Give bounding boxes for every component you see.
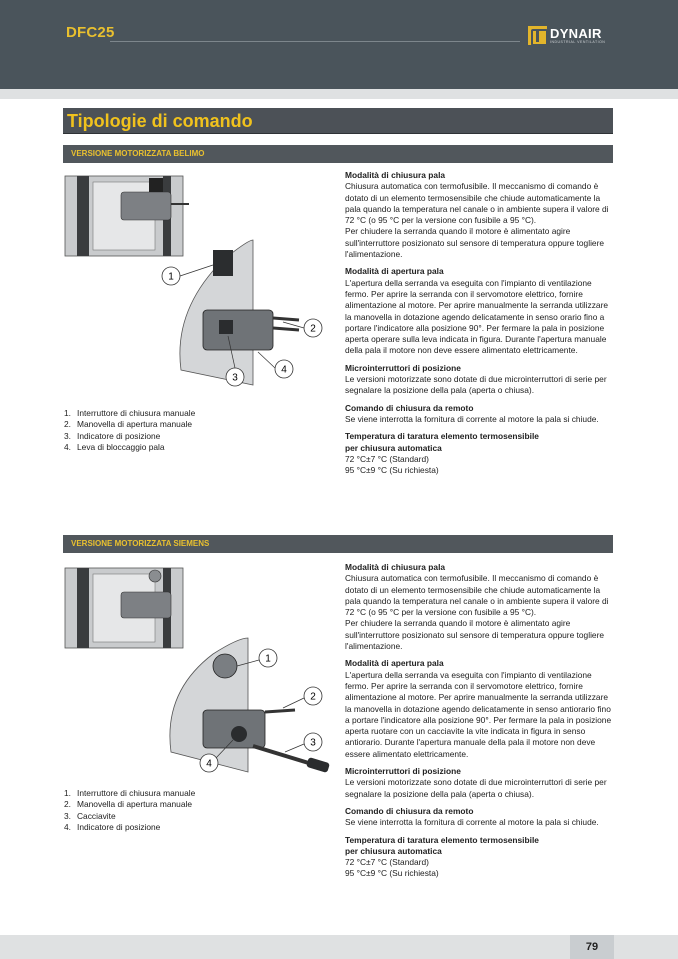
callout-1-label: 1 — [265, 653, 271, 665]
legend-text: Manovella di apertura manuale — [77, 799, 192, 810]
legend-number: 4. — [64, 441, 71, 452]
legend-text: Leva di bloccaggio pala — [77, 441, 165, 452]
legend-text: Indicatore di posizione — [77, 430, 161, 441]
callout-1-label: 1 — [168, 271, 174, 283]
legend-item — [64, 788, 195, 799]
block-text: Le versioni motorizzate sono dotate di due microinterruttori di serie per segnalare la posizione della pala (aperta o chiusa). — [345, 374, 607, 396]
block-text: 72 °C±7 °C (Standard) 95 °C±9 °C (Su richiesta) — [345, 857, 439, 879]
legend-text: Interruttore di chiusura manuale — [77, 788, 196, 798]
siemens-description — [345, 562, 613, 886]
block-text: Le versioni motorizzate sono dotate di due microinterruttori di serie per segnalare la posizione della pala (aperta o chiusa). — [345, 777, 607, 799]
legend-item — [64, 811, 195, 822]
legend-item — [64, 408, 195, 419]
legend-text: Indicatore di posizione — [77, 821, 161, 832]
siemens-legend — [64, 788, 195, 833]
legend-number: 3. — [64, 430, 71, 441]
legend-number: 3. — [64, 810, 71, 821]
text-block — [345, 835, 613, 880]
legend-item — [64, 419, 195, 430]
text-block — [345, 562, 613, 652]
callout-4-label: 4 — [281, 364, 287, 376]
text-block — [345, 266, 613, 356]
callout-2-line — [283, 698, 304, 708]
callout-2-label: 2 — [310, 691, 316, 703]
belimo-damper-illustration — [63, 170, 333, 405]
thermal-sensor-small — [149, 178, 163, 192]
manual-crank-2 — [273, 328, 299, 330]
block-heading: Modalità di chiusura pala — [345, 562, 446, 572]
brand-name: DYNAIR — [550, 26, 602, 41]
block-heading: Microinterruttori di posizione — [345, 362, 461, 373]
actuator-small — [121, 592, 171, 618]
legend-text: Manovella di apertura manuale — [77, 419, 192, 430]
position-indicator — [231, 726, 247, 742]
block-heading: Temperatura di taratura elemento termosensibile per chiusura automatica — [345, 431, 539, 453]
page-header — [0, 0, 678, 89]
text-block — [345, 658, 613, 760]
callout-3-line — [285, 744, 304, 752]
manual-crank — [265, 710, 295, 712]
text-block — [345, 363, 613, 397]
legend-text: Cacciavite — [77, 810, 116, 821]
section-belimo-bar — [63, 145, 613, 163]
legend-item — [64, 799, 195, 810]
brand-logo — [528, 26, 620, 46]
legend-item — [64, 822, 195, 833]
section-belimo-title: VERSIONE MOTORIZZATA BELIMO — [71, 149, 205, 158]
legend-number: 4. — [64, 821, 71, 832]
header-rule — [110, 41, 520, 42]
page-number: 79 — [585, 941, 599, 953]
section-siemens-bar — [63, 535, 613, 553]
text-block — [345, 170, 613, 260]
screwdriver-handle — [306, 757, 330, 773]
block-text: L'apertura della serranda va eseguita con l'impianto di ventilazione fermo. Per aprire la serranda con il servomotore elettrico, fornire alimentazione al motore. Per aprire manualmente la serranda utilizzare la manovella in dotazione agendo delicatamente in senso orario fino a portare l'indicatore alla posizione 90°. Per fermare la pala in posizione aperta operare sulla leva indicata in figura. Durante l'apertura manuale della pala il motore non deve essere alimentato elettricamente. — [345, 277, 609, 356]
text-block — [345, 766, 613, 800]
block-heading: Modalità di chiusura pala — [345, 170, 446, 180]
legend-item — [64, 431, 195, 442]
block-heading: Modalità di apertura pala — [345, 658, 444, 669]
text-block — [345, 403, 613, 426]
block-heading: Comando di chiusura da remoto — [345, 402, 474, 413]
block-heading: Modalità di apertura pala — [345, 266, 444, 277]
siemens-damper-illustration — [63, 562, 333, 782]
legend-number: 2. — [64, 799, 71, 810]
legend-number: 1. — [64, 408, 71, 418]
damper-flange-left — [77, 176, 89, 256]
callout-4-line — [258, 352, 275, 368]
block-heading: Comando di chiusura da remoto — [345, 805, 474, 816]
belimo-description — [345, 170, 613, 482]
block-text: 72 °C±7 °C (Standard) 95 °C±9 °C (Su richiesta) — [345, 453, 439, 476]
callout-2-line — [283, 322, 304, 328]
block-text: Chiusura automatica con termofusibile. Il meccanismo di comando è dotato di un elemento termosensibile che chiude automaticamente la pala quando la temperatura nel canale o in ambiente supera il valore di 72 °C (o 95 °C per la versione con fusibile a 95 °C). Per chiudere la serranda quando il motore è alimentato agire sull'interruttore posizionato sul sensore di temperatura oppure togliere l'alimentazione. — [345, 181, 609, 260]
callout-3-label: 3 — [310, 737, 316, 749]
logo-mark-icon — [528, 26, 547, 45]
damper-flange-left — [77, 568, 89, 648]
legend-text: Interruttore di chiusura manuale — [77, 408, 196, 418]
actuator-small — [121, 192, 171, 220]
callout-2-label: 2 — [310, 323, 316, 335]
block-text: L'apertura della serranda va eseguita con l'impianto di ventilazione fermo. Per aprire la serranda con il servomotore elettrico, fornire alimentazione al motore. Per aprire manualmente la serranda utilizzare la manovella in dotazione agendo delicatamente in senso antiorario fino a portare l'indicatore alla posizione 90°. Per fermare la pala in posizione aperta ruotare con un cacciavite la vite indicata in figura in senso antiorario. Durante l'apertura manuale della pala il motore non deve essere alimentato elettricamente. — [345, 669, 612, 759]
block-text: Se viene interrotta la fornitura di corrente al motore la pala si chiude. — [345, 817, 599, 828]
page-title-bar — [63, 108, 613, 134]
product-code: DFC25 — [66, 24, 115, 41]
thermal-sensor — [213, 654, 237, 678]
belimo-legend — [64, 408, 195, 453]
callout-3-label: 3 — [232, 372, 238, 384]
block-text: Se viene interrotta la fornitura di corrente al motore la pala si chiude. — [345, 413, 599, 424]
legend-number: 2. — [64, 419, 71, 430]
page-title: Tipologie di comando — [67, 111, 253, 131]
actuator-motor — [203, 310, 273, 350]
section-siemens-title: VERSIONE MOTORIZZATA SIEMENS — [71, 539, 210, 548]
detail-pipe — [170, 638, 248, 772]
block-text: Chiusura automatica con termofusibile. Il meccanismo di comando è dotato di un elemento termosensibile che chiude automaticamente la pala quando la temperatura nel canale o in ambiente supera il valore di 72 °C (o 95 °C per la versione con fusibile a 95 °C). Per chiudere la serranda quando il motore è alimentato agire sull'interruttore posizionato sul sensore di temperatura oppure togliere l'alimentazione. — [345, 573, 609, 652]
block-heading: Temperatura di taratura elemento termosensibile per chiusura automatica — [345, 834, 539, 856]
page-number-box — [570, 935, 614, 959]
header-band — [0, 89, 678, 99]
position-indicator — [219, 320, 233, 334]
legend-number: 1. — [64, 788, 71, 798]
legend-item — [64, 442, 195, 453]
manual-crank — [273, 318, 299, 320]
text-block — [345, 806, 613, 829]
callout-1-line — [180, 265, 213, 276]
text-block — [345, 431, 613, 476]
thermal-sensor-small — [149, 570, 161, 582]
block-heading: Microinterruttori di posizione — [345, 766, 461, 777]
callout-4-label: 4 — [206, 758, 212, 770]
thermal-sensor — [213, 250, 233, 276]
brand-subtitle: INDUSTRIAL VENTILATION — [550, 40, 606, 44]
